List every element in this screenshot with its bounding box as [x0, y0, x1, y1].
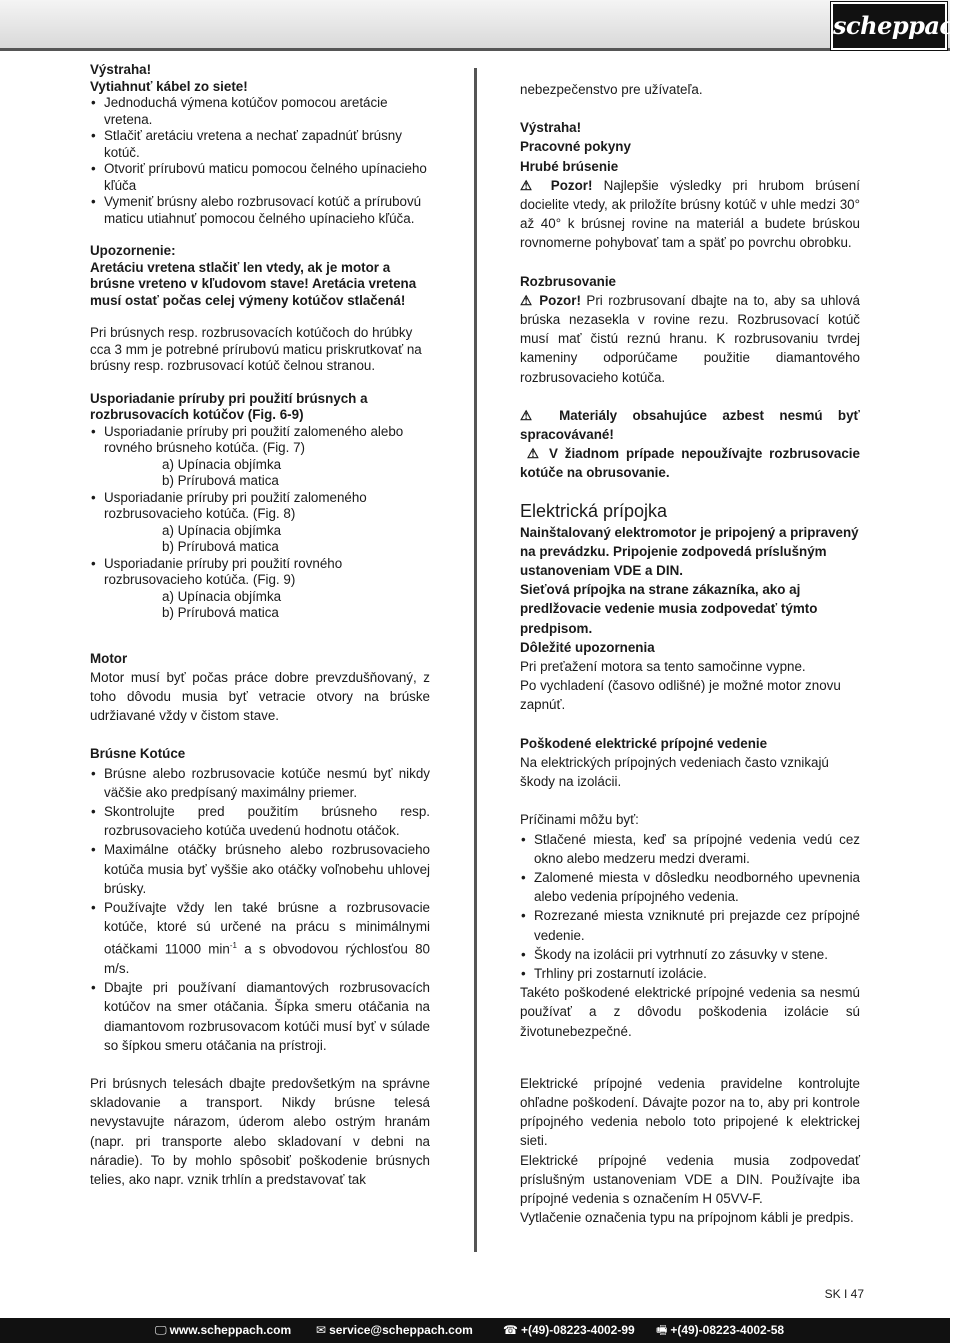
flange-text: • Usporiadanie príruby pri použití zalomeného alebo rovného brúsneho kotúča. (Fig. 7) — [104, 423, 404, 455]
electrical-bold-2: Sieťová prípojka na strane zákazníka, ako aj predlžovacie vedenie musia zodpovedať týmto predpisom. — [520, 582, 818, 636]
footer-web[interactable] — [155, 1318, 291, 1343]
list-item: • Stlačiť aretáciu vretena a nechať zapadnúť brúsny kotúč. — [90, 128, 430, 161]
warning-title: Výstraha! — [520, 120, 582, 136]
warning-icon: ⚠ — [520, 407, 544, 423]
flange-title: Usporiadanie príruby pri použití brúsnych a rozbrusovacích kotúčov (Fig. 6-9) — [90, 390, 368, 422]
storage-paragraph: Pri brúsnych telesách dbajte predovšetkým na správne skladovanie a transport. Nikdy brúsne telesá nevystavujte nárazom, úderom alebo ostrým hranám (napr. pri transporte alebo skladovaní v debni na náradie). To by mohlo spôsobiť poškodenie brúsnych telies, ako napr. vznik trhlín a predstavovať tak — [90, 1076, 430, 1188]
check-paragraph-3: Vytlačenie označenia typu na prípojnom kábli je predpis. — [520, 1210, 854, 1226]
footer-email[interactable] — [316, 1318, 473, 1343]
flange-sub-b: b) Prírubová matica — [162, 605, 279, 620]
important-notes-title: Dôležité upozornenia — [520, 639, 655, 655]
warning-title: Výstraha! — [90, 62, 152, 77]
flange-sub-a: a) Upínacia objímka — [162, 456, 282, 472]
disc-speed-text-end: a s obvodovou rýchlosťou 80 m/s. — [104, 941, 430, 977]
flange-text: • Usporiadanie príruby pri použití rovného rozbrusovacieho kotúča. (Fig. 9) — [104, 555, 343, 587]
list-item: • Dbajte pri používaní diamantových rozbrusovacích kotúčov na smer otáčania. Šípka smeru otáčania na diamantovom rozbrusovacom kotúči musí byť v súlade so šípkou smeru otáčania na prístroji. — [90, 978, 430, 1055]
list-item: • Zalomené miesta v dôsledku neodborného upevnenia alebo vedenia prípojného vedenia. — [520, 868, 860, 906]
flange-sub-a: a) Upínacia objímka — [162, 522, 282, 538]
left-column — [90, 62, 430, 1189]
no-grinding-text: V žiadnom prípade nepoužívajte rozbrusovacie kotúče na obrusovanie. — [520, 446, 860, 481]
rough-grinding-body: Najlepšie výsledky pri hrubom brúsení docielite vtedy, ak priložíte brúsny kotúč v uhle medzi 30° až 40° k brúsnej rovine na materiál a budete brúskou rovnomerne pohybovať tam a späť po povrchu obrobku. — [520, 177, 860, 251]
flange-sub-b: b) Prírubová matica — [162, 539, 279, 554]
cutting-text — [520, 291, 860, 387]
list-item — [90, 424, 430, 490]
flange-nut-paragraph: Pri brúsnych resp. rozbrusovacích kotúčoch do hrúbky cca 3 mm je potrebné prírubovú maticu priskrutkovať na brúsny resp. rozbrusovací kotúč čelnou stranou. — [90, 325, 422, 373]
disc-change-steps — [90, 95, 430, 227]
list-item: • Škody na izolácii pri vytrhnutí zo zásuvky v stene. — [520, 945, 860, 964]
discs-list — [90, 764, 430, 1056]
list-item: • Maximálne otáčky brúsneho alebo rozbrusovacieho kotúča musia byť vyššie ako otáčky voľnobehu uhlovej brúsky. — [90, 840, 430, 898]
footer-web-text: www.scheppach.com — [169, 1323, 292, 1337]
disc-speed-text: Používajte vždy len také brúsne a rozbrusovacie kotúče, ktoré sú určené na prácu s minimálnymi otáčkami 11000 min — [104, 899, 430, 957]
note-text: Aretáciu vretena stlačiť len vtedy, ak je motor a brúsne vreteno v kľudovom stave! Aretácia vretena musí ostať počas celej výmeny kotúčov stlačená! — [90, 259, 417, 308]
check-paragraph-1: Elektrické prípojné vedenia pravidelne kontrolujte ohľadne poškodení. Dávajte pozor na to, aby pri kontrole prípojného vedenia nebolo toto pripojené k elektrickej sieti. — [520, 1075, 860, 1149]
discs-title: Brúsne Kotúce — [90, 746, 186, 762]
electrical-bold-1: Nainštalovaný elektromotor je pripojený a pripravený na prevádzku. Pripojenie zodpovedá príslušným ustanoveniam VDE a DIN. — [520, 524, 859, 579]
warning-icon: ⚠ — [526, 446, 543, 462]
disc-speed-unit-sup: -1 — [229, 941, 237, 951]
warning-icon: ⚠ — [520, 292, 534, 308]
warning-icon: ⚠ — [520, 177, 540, 193]
header-bar — [0, 0, 971, 51]
envelope-icon: ✉ — [316, 1323, 327, 1337]
important-note-1: Pri preťažení motora sa tento samočinne vypne. — [520, 659, 806, 675]
flange-text: • Usporiadanie príruby pri použití zalomeného rozbrusovacieho kotúča. (Fig. 8) — [104, 489, 367, 521]
attention-label: Pozor! — [550, 177, 593, 193]
important-note-2: Po vychladení (časovo odlišné) je možné motor znovu zapnúť. — [520, 678, 841, 713]
cutting-title: Rozbrusovanie — [520, 273, 616, 289]
column-divider — [474, 68, 477, 1252]
footer-phone-text: +(49)-08223-4002-99 — [520, 1323, 635, 1337]
check-paragraph-2: Elektrické prípojné vedenia musia zodpovedať príslušným ustanoveniam VDE a DIN. Používajte iba prípojné vedenia s označením H 05VV-F. — [520, 1152, 860, 1206]
list-item — [90, 490, 430, 556]
damaged-cable-text: Na elektrických prípojných vedeniach často vznikajú škody na izolácii. — [520, 754, 829, 790]
warning-subtitle: Vytiahnuť kábel zo siete! — [90, 78, 248, 94]
motor-text: Motor musí byť počas práce dobre prevzdušňovaný, z toho dôvodu musia byť vetracie otvory na brúske udržiavané vždy v čistom stave. — [90, 669, 430, 724]
footer-email-text: service@scheppach.com — [329, 1323, 473, 1337]
list-item: • Brúsne alebo rozbrusovacie kotúče nesmú byť nikdy väčšie ako predpísaný maximálny priemer. — [90, 764, 430, 802]
causes-conclusion: Takéto poškodené elektrické prípojné vedenia sa nesmú používať a z dôvodu poškodenia izolácie sú životunebezpečné. — [520, 985, 860, 1039]
right-column — [520, 80, 860, 1227]
list-item: • Trhliny pri zostarnutí izolácie. — [520, 964, 860, 983]
footer-fax[interactable] — [656, 1318, 784, 1343]
asbestos-text: Materiály obsahujúce azbest nesmú byť spracovávané! — [520, 407, 860, 443]
fax-icon: 🖷 — [656, 1323, 668, 1337]
list-item: • Otvoriť prírubovú maticu pomocou čelného upínacieho kľúča — [90, 161, 430, 194]
cutting-body: Pri rozbrusovaní dbajte na to, aby sa uhlová brúska nezasekla v rovine rezu. Rozbrusovací kotúč musí mať čistú reznú hranu. K rozbrusovaniu tvrdej kameniny odporúčame použitie diamantového rozbrusovacieho kotúča. — [520, 292, 860, 385]
causes-title: Príčinami môžu byť: — [520, 812, 639, 828]
rough-grinding-text — [520, 176, 860, 253]
list-item: • Skontrolujte pred použitím brúsneho resp. rozbrusovacieho kotúča uvedenú hodnotu otáčok. — [90, 802, 430, 840]
list-item: • Rozrezané miesta vzniknuté pri prejazde cez prípojné vedenie. — [520, 906, 860, 944]
flange-sub-b: b) Prírubová matica — [162, 473, 279, 488]
monitor-icon: 🖵 — [155, 1323, 167, 1337]
phone-icon: ☎ — [503, 1323, 518, 1337]
causes-list — [520, 830, 860, 984]
footer-bar — [0, 1318, 950, 1343]
list-item: • Vymeniť brúsny alebo rozbrusovací kotúč a prírubovú maticu utiahnuť pomocou čelného upínacieho kľúča. — [90, 194, 430, 227]
list-item — [90, 898, 430, 978]
footer-phone[interactable] — [503, 1318, 635, 1343]
list-item — [90, 556, 430, 622]
flange-list — [90, 424, 430, 622]
electrical-connection-title: Elektrická prípojka — [520, 500, 668, 521]
no-grinding-warning — [520, 444, 860, 482]
scheppach-logo: scheppach — [831, 2, 947, 50]
list-item: • Jednoduchá výmena kotúčov pomocou aretácie vretena. — [90, 95, 430, 128]
attention-label: Pozor! — [539, 292, 581, 308]
list-item: • Stlačené miesta, keď sa prípojné vedenia vedú cez okno alebo medzeru medzi dverami. — [520, 830, 860, 868]
flange-sub-a: a) Upínacia objímka — [162, 588, 282, 604]
work-instructions-title: Pracovné pokyny — [520, 139, 631, 155]
note-title: Upozornenie: — [90, 243, 176, 258]
asbestos-warning — [520, 406, 860, 444]
motor-title: Motor — [90, 650, 128, 666]
continued-text: nebezpečenstvo pre užívateľa. — [520, 82, 703, 97]
rough-grinding-title: Hrubé brúsenie — [520, 158, 619, 174]
damaged-cable-title: Poškodené elektrické prípojné vedenie — [520, 735, 768, 751]
page-number: SK I 47 — [824, 1287, 864, 1301]
footer-fax-text: +(49)-08223-4002-58 — [670, 1323, 785, 1337]
